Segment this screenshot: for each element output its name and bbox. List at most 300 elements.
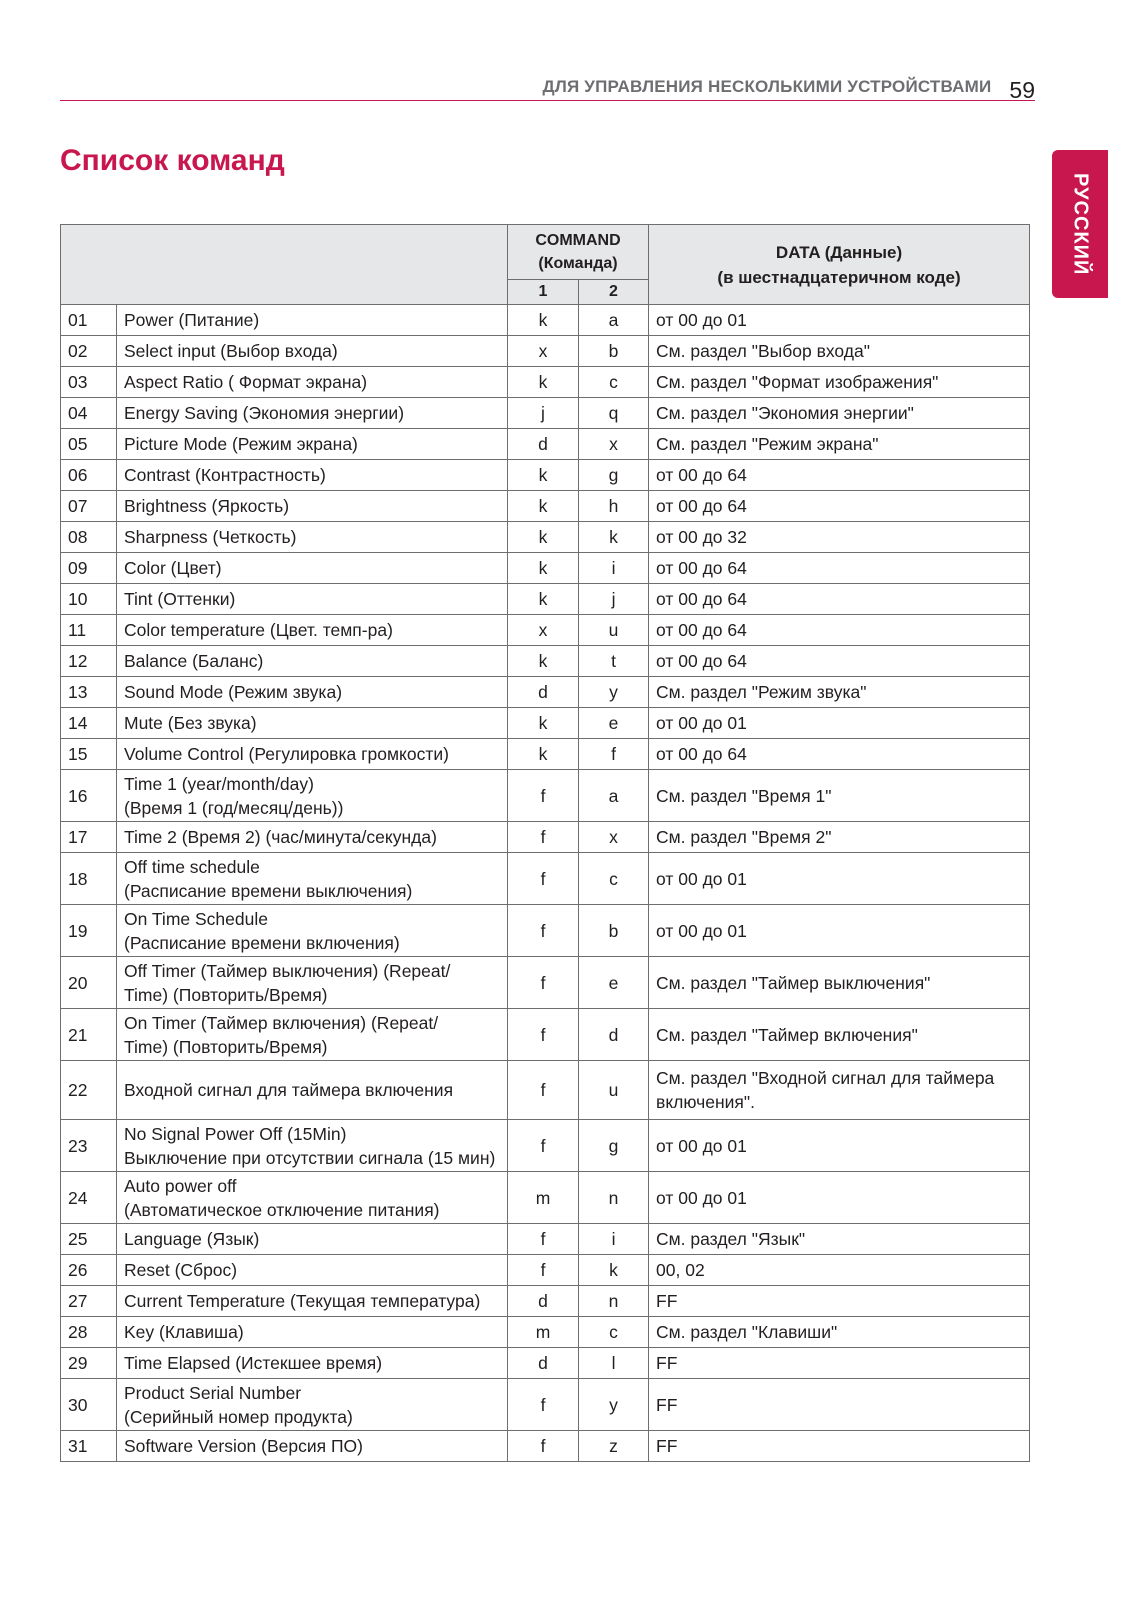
command-name [117, 677, 508, 708]
row-number [61, 1317, 117, 1348]
command-code-1-line1: f [540, 868, 546, 889]
command-code-1-line1: m [535, 1322, 551, 1342]
data-value [649, 336, 1030, 367]
command-code-1-line1: f [540, 1229, 546, 1249]
data-header-line2: (в шестнадцатеричном коде) [717, 267, 961, 287]
data-value-line1: от 00 до 01 [656, 1135, 747, 1156]
data-value [649, 646, 1030, 677]
command-name-line1: Current Temperature (Текущая температура) [124, 1291, 481, 1311]
command-code-2 [579, 677, 649, 708]
command-code-2 [579, 522, 649, 553]
data-value [649, 770, 1030, 822]
row-number-line1: 21 [68, 1024, 88, 1045]
command-code-2 [579, 1009, 649, 1061]
row-number [61, 1255, 117, 1286]
row-number [61, 708, 117, 739]
data-value [649, 1255, 1030, 1286]
command-code-1 [508, 1431, 579, 1462]
running-header [60, 70, 1035, 101]
data-header-line1: DATA (Данные) [775, 242, 903, 262]
command-code-2 [579, 770, 649, 822]
command-code-1 [508, 957, 579, 1009]
table-row [61, 853, 1030, 905]
command-name-line1: Auto power off [124, 1175, 237, 1196]
row-number-line1: 22 [68, 1080, 88, 1100]
command-name [117, 1061, 508, 1120]
command-code-2 [579, 460, 649, 491]
data-value [649, 1348, 1030, 1379]
command-code-2-line1: l [611, 1353, 616, 1373]
command-code-2-line1: q [608, 403, 619, 423]
command-code-1 [508, 1172, 579, 1224]
row-number [61, 739, 117, 770]
command-code-1 [508, 1224, 579, 1255]
row-number-line1: 26 [68, 1260, 88, 1280]
command-code-1-line1: j [541, 403, 545, 423]
command-name-line2: (Автоматическое отключение питания) [124, 1199, 440, 1220]
section-title: ДЛЯ УПРАВЛЕНИЯ НЕСКОЛЬКИМИ УСТРОЙСТВАМИ [542, 77, 992, 96]
command-code-2 [579, 1255, 649, 1286]
data-value [649, 708, 1030, 739]
command-code-1 [508, 822, 579, 853]
table-row [61, 677, 1030, 708]
command-code-1 [508, 1009, 579, 1061]
data-value [649, 739, 1030, 770]
command-name [117, 615, 508, 646]
language-tab-label: РУССКИЙ [1069, 172, 1092, 276]
command-name-line2: (Расписание времени включения) [124, 932, 400, 953]
row-number-line1: 02 [68, 341, 88, 361]
command-code-1-line1: k [538, 589, 548, 609]
command-code-1-line1: f [540, 1394, 546, 1415]
table-row [61, 429, 1030, 460]
command-code-2 [579, 646, 649, 677]
command-code-2-line1: n [608, 1291, 619, 1311]
data-value-line1: от 00 до 64 [656, 496, 747, 516]
command-code-1-line1: f [540, 1135, 546, 1156]
table-row [61, 398, 1030, 429]
table-row [61, 522, 1030, 553]
command-name-line2: (Расписание времени выключения) [124, 880, 413, 901]
command-code-1-line1: m [535, 1187, 551, 1208]
data-value-line1: от 00 до 01 [656, 868, 747, 889]
command-code-2-line1: c [609, 868, 618, 889]
row-number [61, 305, 117, 336]
command-name [117, 367, 508, 398]
command-header-line1: COMMAND [535, 232, 621, 249]
data-value-line1: См. раздел "Входной сигнал для таймера [656, 1068, 995, 1088]
command-code-2 [579, 708, 649, 739]
command-name [117, 708, 508, 739]
row-number [61, 770, 117, 822]
command-name-line1: Power (Питание) [124, 310, 260, 330]
data-value [649, 1009, 1030, 1061]
data-value-line1: от 00 до 64 [656, 558, 747, 578]
command-code-2-line1: k [609, 1260, 618, 1280]
data-value-line1: от 00 до 01 [656, 920, 747, 941]
command-code-1 [508, 708, 579, 739]
command-name-line1: Входной сигнал для таймера включения [124, 1080, 454, 1100]
command-name-line1: Off Timer (Таймер выключения) (Repeat/ [124, 960, 451, 981]
data-value [649, 584, 1030, 615]
row-number [61, 1379, 117, 1431]
command-name [117, 1255, 508, 1286]
data-value [649, 1431, 1030, 1462]
data-value-line1: См. раздел "Формат изображения" [656, 372, 939, 392]
command-code-1-line1: f [540, 1260, 546, 1280]
command-code-1-line1: k [538, 713, 548, 733]
data-value-line1: от 00 до 32 [656, 527, 747, 547]
data-value [649, 1224, 1030, 1255]
command-code-2 [579, 1172, 649, 1224]
row-number-line1: 07 [68, 496, 88, 516]
command-code-2 [579, 429, 649, 460]
command-name-line2: (Серийный номер продукта) [124, 1406, 353, 1427]
row-number [61, 398, 117, 429]
data-value [649, 822, 1030, 853]
command-name [117, 1120, 508, 1172]
table-row [61, 1172, 1030, 1224]
data-value [649, 305, 1030, 336]
command-code-2-line1: d [608, 1024, 619, 1045]
command-name [117, 853, 508, 905]
table-row [61, 1286, 1030, 1317]
command-code-2-line1: y [609, 682, 618, 702]
command-code-2-line1: a [608, 785, 619, 806]
data-value-line1: См. раздел "Экономия энергии" [656, 403, 914, 423]
command-code-1 [508, 770, 579, 822]
table-row [61, 615, 1030, 646]
row-number-line1: 25 [68, 1229, 88, 1249]
data-value-line1: от 00 до 64 [656, 620, 747, 640]
command-table-body [61, 305, 1030, 1462]
row-number-line1: 30 [68, 1394, 88, 1415]
command-name-line2: Time) (Повторить/Время) [124, 1036, 328, 1057]
command-code-2-line1: c [609, 372, 618, 392]
row-number [61, 1172, 117, 1224]
data-value-line1: от 00 до 01 [656, 310, 747, 330]
table-row [61, 367, 1030, 398]
command-name [117, 398, 508, 429]
command-code-1-line1: k [538, 527, 548, 547]
command-name [117, 1172, 508, 1224]
command-name-line1: Brightness (Яркость) [124, 496, 290, 516]
data-value-line1: от 00 до 64 [656, 744, 747, 764]
command-code-1 [508, 615, 579, 646]
row-number-line1: 03 [68, 372, 88, 392]
command-code-2-line1: b [608, 341, 619, 361]
command-name-line1: Tint (Оттенки) [124, 589, 236, 609]
data-value-line1: FF [656, 1394, 678, 1415]
command-code-2 [579, 739, 649, 770]
command-code-2 [579, 1317, 649, 1348]
command-code-1 [508, 460, 579, 491]
command-name-line1: Sound Mode (Режим звука) [124, 682, 343, 702]
row-number-line1: 05 [68, 434, 88, 454]
data-value-line1: от 00 до 01 [656, 713, 747, 733]
command-name [117, 336, 508, 367]
row-number [61, 429, 117, 460]
table-row [61, 1224, 1030, 1255]
command-code-2-line1: u [608, 1080, 619, 1100]
command-name-line1: On Time Schedule [124, 908, 268, 929]
table-row [61, 460, 1030, 491]
command-name [117, 646, 508, 677]
row-number [61, 1120, 117, 1172]
row-number-line1: 29 [68, 1353, 88, 1373]
command-code-1 [508, 1061, 579, 1120]
command-code-1-line1: f [540, 1436, 546, 1456]
row-number [61, 460, 117, 491]
command-name-line2: Выключение при отсутствии сигнала (15 мин) [124, 1147, 496, 1168]
table-row [61, 553, 1030, 584]
command-code-2 [579, 957, 649, 1009]
command-code-2-line1: i [611, 558, 616, 578]
row-number-line1: 23 [68, 1135, 88, 1156]
command-code-1 [508, 1286, 579, 1317]
command-name-line1: Time Elapsed (Истекшее время) [124, 1353, 383, 1373]
command-code-2-line1: x [609, 827, 618, 847]
command-name-line1: Product Serial Number [124, 1382, 302, 1403]
data-value [649, 1120, 1030, 1172]
data-value-line1: См. раздел "Выбор входа" [656, 341, 870, 361]
language-tab [1052, 150, 1108, 298]
command-code-2 [579, 367, 649, 398]
table-row [61, 1009, 1030, 1061]
command-code-2 [579, 1431, 649, 1462]
row-number [61, 336, 117, 367]
command-code-2-line1: c [609, 1322, 618, 1342]
row-number-line1: 08 [68, 527, 88, 547]
table-row [61, 1255, 1030, 1286]
data-value-line2: включения". [656, 1092, 755, 1112]
row-number-line1: 31 [68, 1436, 88, 1456]
data-value [649, 615, 1030, 646]
data-value [649, 522, 1030, 553]
row-number-line1: 14 [68, 713, 88, 733]
command-name [117, 305, 508, 336]
command-code-2 [579, 491, 649, 522]
command-code-1-line1: f [540, 1080, 546, 1100]
command-code-2-line1: k [609, 527, 618, 547]
table-row [61, 822, 1030, 853]
command-code-2 [579, 398, 649, 429]
command-code-1 [508, 1379, 579, 1431]
command-code-1 [508, 1317, 579, 1348]
row-number-line1: 19 [68, 920, 88, 941]
command-name [117, 957, 508, 1009]
command-code-1 [508, 398, 579, 429]
row-number [61, 905, 117, 957]
command-name-line1: No Signal Power Off (15Min) [124, 1123, 347, 1144]
command-code-1 [508, 677, 579, 708]
command-code-2 [579, 1348, 649, 1379]
page-number: 59 [1009, 77, 1035, 103]
command-name [117, 1317, 508, 1348]
command-code-1-line1: x [538, 620, 548, 640]
row-number [61, 1061, 117, 1120]
command-code-1 [508, 739, 579, 770]
table-row [61, 646, 1030, 677]
command-name-line1: Energy Saving (Экономия энергии) [124, 403, 405, 423]
command-name [117, 770, 508, 822]
command-table [60, 224, 1030, 1462]
row-number-line1: 04 [68, 403, 88, 423]
table-row [61, 708, 1030, 739]
data-value-line1: См. раздел "Время 2" [656, 827, 832, 847]
row-number-line1: 24 [68, 1187, 88, 1208]
command-code-1-line1: d [538, 1291, 548, 1311]
data-value-line1: FF [656, 1353, 678, 1373]
data-value-line1: См. раздел "Режим звука" [656, 682, 867, 702]
row-number-line1: 15 [68, 744, 88, 764]
command-name-line1: Sharpness (Четкость) [124, 527, 297, 547]
command-name-line1: Picture Mode (Режим экрана) [124, 434, 358, 454]
command-name-line1: On Timer (Таймер включения) (Repeat/ [124, 1012, 439, 1033]
command-name-line1: Color (Цвет) [124, 558, 222, 578]
command-code-2-line1: z [609, 1436, 618, 1456]
row-number [61, 1348, 117, 1379]
table-row [61, 957, 1030, 1009]
data-value [649, 1172, 1030, 1224]
command-name [117, 905, 508, 957]
row-number [61, 491, 117, 522]
command-name-line2: Time) (Повторить/Время) [124, 984, 328, 1005]
command-name-line1: Mute (Без звука) [124, 713, 257, 733]
row-number [61, 822, 117, 853]
command-code-2 [579, 336, 649, 367]
command-code-1-line1: k [538, 496, 548, 516]
command-name [117, 460, 508, 491]
row-number-line1: 06 [68, 465, 88, 485]
command-code-2-line1: n [608, 1187, 619, 1208]
data-value-line1: от 00 до 64 [656, 589, 747, 609]
table-row [61, 1120, 1030, 1172]
data-value [649, 367, 1030, 398]
command-code-2 [579, 1286, 649, 1317]
command-name [117, 429, 508, 460]
table-row [61, 491, 1030, 522]
table-row [61, 305, 1030, 336]
command-name [117, 522, 508, 553]
command-code-1-line1: f [540, 827, 546, 847]
command-code-1 [508, 646, 579, 677]
table-row [61, 739, 1030, 770]
row-number [61, 1224, 117, 1255]
command-code-2-line1: x [609, 434, 618, 454]
command-code-2-line1: g [608, 1135, 619, 1156]
data-value-line1: См. раздел "Время 1" [656, 785, 832, 806]
command-code-1 [508, 584, 579, 615]
command-code-2 [579, 305, 649, 336]
command-name-line1: Key (Клавиша) [124, 1322, 244, 1342]
data-value-line1: FF [656, 1291, 678, 1311]
command-name [117, 1224, 508, 1255]
data-value-line1: от 00 до 01 [656, 1187, 747, 1208]
command-code-2-line1: t [611, 651, 616, 671]
header-empty-cell [61, 225, 508, 305]
command-code-2 [579, 615, 649, 646]
table-row [61, 336, 1030, 367]
command-code-1-line1: d [538, 682, 548, 702]
command-code-2 [579, 553, 649, 584]
command-code-2-line1: i [611, 1229, 616, 1249]
command-code-2 [579, 1061, 649, 1120]
command-code-2-line1: a [608, 310, 619, 330]
command-code-1 [508, 1255, 579, 1286]
row-number-line1: 17 [68, 827, 88, 847]
command-name-line1: Aspect Ratio ( Формат экрана) [124, 372, 368, 392]
command-code-1-line1: f [540, 920, 546, 941]
command-code-1 [508, 305, 579, 336]
command-name-line1: Off time schedule [124, 856, 260, 877]
command-name [117, 553, 508, 584]
row-number [61, 957, 117, 1009]
table-row [61, 770, 1030, 822]
row-number-line1: 12 [68, 651, 88, 671]
command-code-1 [508, 553, 579, 584]
command-code-2-line1: b [608, 920, 619, 941]
command-code-2 [579, 1224, 649, 1255]
row-number [61, 1431, 117, 1462]
row-number [61, 615, 117, 646]
command-name-line1: Balance (Баланс) [124, 651, 264, 671]
command-name-line1: Time 1 (year/month/day) [124, 773, 314, 794]
data-value [649, 1379, 1030, 1431]
command-name [117, 491, 508, 522]
row-number [61, 553, 117, 584]
row-number [61, 853, 117, 905]
data-value-line1: FF [656, 1436, 678, 1456]
row-number-line1: 13 [68, 682, 88, 702]
row-number [61, 367, 117, 398]
command-code-1-line1: k [538, 465, 548, 485]
data-value [649, 957, 1030, 1009]
command-code-1-line1: f [540, 972, 546, 993]
table-row [61, 905, 1030, 957]
table-row [61, 1348, 1030, 1379]
command-code-1 [508, 522, 579, 553]
command-code-2 [579, 1120, 649, 1172]
data-value-line1: См. раздел "Клавиши" [656, 1322, 838, 1342]
data-value [649, 398, 1030, 429]
command-code-2-line1: u [608, 620, 619, 640]
data-value-line1: См. раздел "Таймер выключения" [656, 972, 931, 993]
row-number-line1: 01 [68, 310, 88, 330]
command-name [117, 739, 508, 770]
command-code-1-line1: d [538, 434, 548, 454]
command-code-2-line1: j [611, 589, 616, 609]
row-number-line1: 27 [68, 1291, 88, 1311]
table-row [61, 1379, 1030, 1431]
data-value-line1: См. раздел "Режим экрана" [656, 434, 879, 454]
row-number [61, 646, 117, 677]
command-code-1 [508, 1348, 579, 1379]
command-header-line2: (Команда) [538, 255, 618, 272]
command-code-1-line1: d [538, 1353, 548, 1373]
row-number-line1: 16 [68, 785, 88, 806]
command-code-1 [508, 905, 579, 957]
command-code-1-line1: k [538, 651, 548, 671]
command-code-1-line1: k [538, 744, 548, 764]
data-header [649, 225, 1030, 305]
command-code-1 [508, 429, 579, 460]
data-value [649, 905, 1030, 957]
command-name [117, 1009, 508, 1061]
command-col1-header: 1 [508, 280, 579, 305]
command-code-1-line1: x [538, 341, 548, 361]
row-number-line1: 09 [68, 558, 88, 578]
